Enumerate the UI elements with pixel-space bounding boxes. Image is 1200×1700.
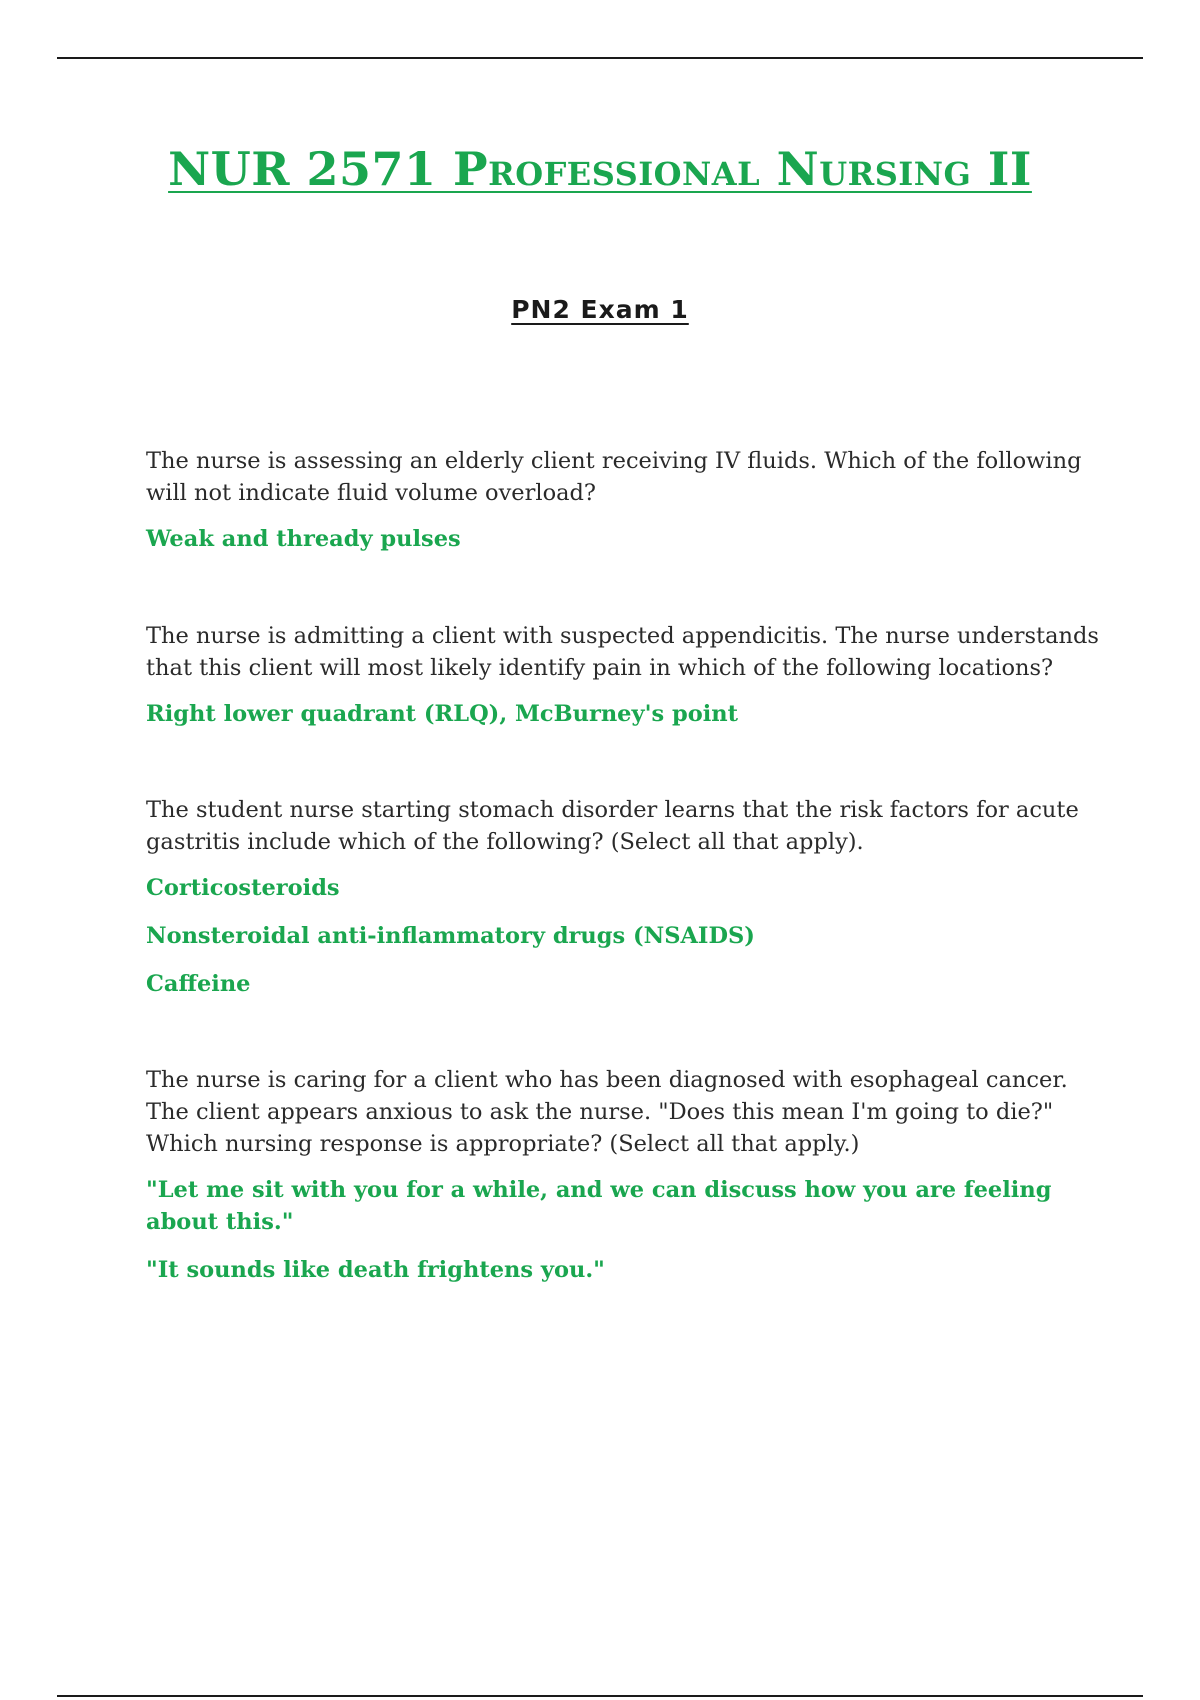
answer-text: "It sounds like death frightens you." bbox=[146, 1257, 605, 1283]
answer-text: "Let me sit with you for a while, and we can discuss how you are feeling about this." bbox=[146, 1177, 1052, 1235]
answer-text: Nonsteroidal anti-inflammatory drugs (NSAIDS) bbox=[146, 923, 755, 949]
document-subtitle-block bbox=[0, 295, 1200, 324]
answer-text: Corticosteroids bbox=[146, 875, 340, 901]
question-text: The nurse is assessing an elderly client receiving IV fluids. Which of the following will not indicate fluid volume overload? bbox=[146, 448, 1082, 506]
question-block-2 bbox=[146, 620, 1106, 730]
answer-text: Weak and thready pulses bbox=[146, 526, 461, 552]
answer-text: Caffeine bbox=[146, 971, 251, 997]
top-rule bbox=[57, 57, 1143, 59]
document-subtitle: PN2 Exam 1 bbox=[511, 295, 689, 324]
question-text: The nurse is caring for a client who has been diagnosed with esophageal cancer. The client appears anxious to ask the nurse. "Does this mean I'm going to die?" Which nursing response is appropriate? (Select all that apply.) bbox=[146, 1067, 1068, 1157]
document-title-block bbox=[0, 142, 1200, 196]
bottom-rule bbox=[57, 1695, 1143, 1697]
question-block-1 bbox=[146, 445, 1106, 555]
question-block-3 bbox=[146, 794, 1106, 1000]
document-title: NUR 2571 Professional Nursing II bbox=[168, 142, 1032, 196]
answer-text: Right lower quadrant (RLQ), McBurney's point bbox=[146, 701, 738, 727]
question-text: The nurse is admitting a client with suspected appendicitis. The nurse understands that this client will most likely identify pain in which of the following locations? bbox=[146, 623, 1099, 681]
question-block-4 bbox=[146, 1064, 1106, 1286]
question-text: The student nurse starting stomach disorder learns that the risk factors for acute gastritis include which of the following? (Select all that apply). bbox=[146, 797, 1079, 855]
